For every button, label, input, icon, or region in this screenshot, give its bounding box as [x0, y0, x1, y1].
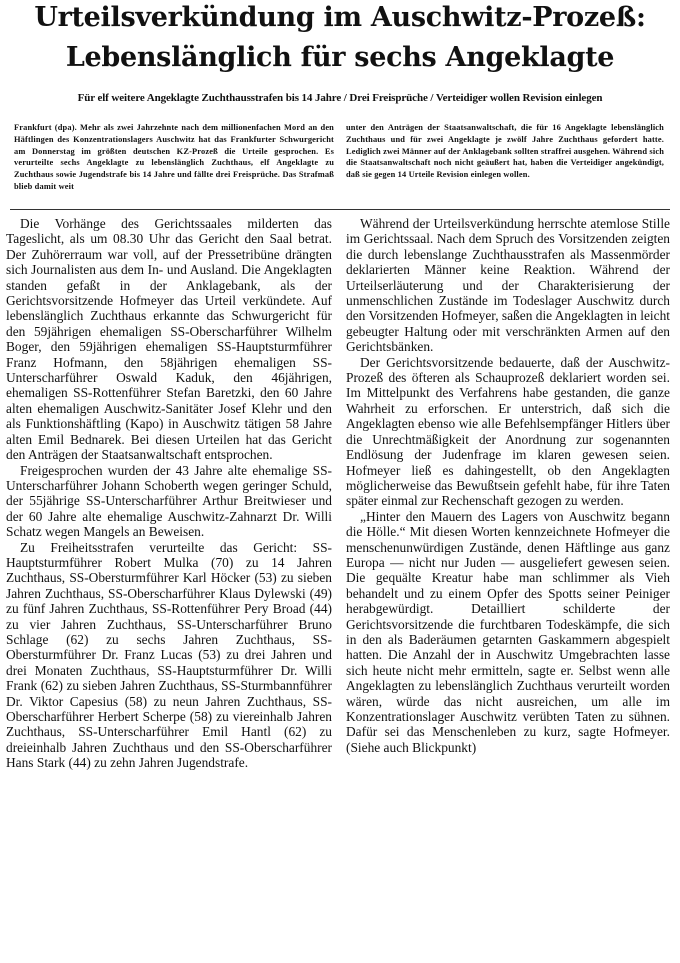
body-paragraph: Während der Urteilsverkündung herrschte atemlose Stille im Gerichtssaal. Nach dem Spruch des Vorsitzenden zeigten die durch lebenslange Zuchthausstrafen als Massenmörder deklarierten Männer keine Reaktion. Während der Urteilserläuterung und der Charakterisierung der unmenschlichen Zustände im Todeslager Auschwitz durch den Vorsitzenden Hofmeyer, saßen die Angeklagten in leicht gebeugter Haltung oder mit verschränkten Armen auf den Gerichtsbänken. — [346, 216, 670, 355]
body-paragraph: „Hinter den Mauern des Lagers von Auschwitz begann die Hölle.“ Mit diesen Worten kennzeichnete Hofmeyer die menschenunwürdigen Zustände, denen Häftlinge aus ganz Europa — nicht nur Juden — ausgeliefert gewesen seien. Die gequälte Kreatur habe man schlimmer als Vieh behandelt und zu einem Opfer des Spotts seiner Peiniger herabgewürdigt. Detailliert schilderte der Gerichtsvorsitzende die furchtbaren Todeskämpfe, die sich in den als Baderäumen getarnten Gaskammern abgespielt hatten. Die Anzahl der in Auschwitz Umgebrachten lasse sich heute nicht mehr ermitteln, sagte er. Selbst wenn alle Angeklagten zu lebenslänglich Zuchthaus verurteilt worden wären, würde das nicht ausreichen, um alle im Konzentrationslager Auschwitz verübten Taten zu sühnen. Dafür sei das Menschenleben zu kurz, sagte Hofmeyer. (Siehe auch Blickpunkt) — [346, 508, 670, 755]
lead-paragraph-right: unter den Anträgen der Staatsanwaltschaft, die für 16 Angeklagte lebenslänglich Zuchthaus und für zwei Angeklagte je zwölf Jahre Zuchthaus gefordert hatte. Lediglich zwei Männer auf der Anklagebank sollten straffrei ausgehen. Während sich die Staatsanwaltschaft noch nicht geäußert hat, haben die Verteidiger angekündigt, daß sie gegen 14 Urteile Revision einlegen wollen. — [346, 123, 664, 180]
headline-line-2: Lebenslänglich für sechs Angeklagte — [65, 42, 615, 73]
lead-paragraph-left: Frankfurt (dpa). Mehr als zwei Jahrzehnte nach dem millionenfachen Mord an den Häftlingen des Konzentrationslagers Auschwitz hat das Frankfurter Schwurgericht am Donnerstag im größten deutschen KZ-Prozeß die Urteile gesprochen. Es verurteilte sechs Angeklagte zu lebenslänglich Zuchthaus, elf Angeklagte zu Zuchthaus sowie Jugendstrafe bis 14 Jahre und fällte drei Freisprüche. Das Strafmaß blieb damit weit — [14, 123, 334, 191]
body-paragraph: Der Gerichtsvorsitzende bedauerte, daß der Auschwitz-Prozeß des öfteren als Schauprozeß deklariert worden sei. Im Mittelpunkt des Verfahrens habe gestanden, die ganze Wahrheit zu erforschen. Er unterstrich, daß sich die Angeklagten ebenso wie alle Befehlsempfänger Hitlers über die Unrechtmäßigkeit der Anordnung zur sogenannten Endlösung der Judenfrage im klaren gewesen seien. Hofmeyer ließ es dahingestellt, ob den Angeklagten möglicherweise das Bewußtsein gefehlt habe, für ihre Taten später einmal zur Rechenschaft gezogen zu werden. — [346, 354, 670, 509]
body-column-right — [346, 216, 670, 755]
lead-column-left — [14, 122, 334, 193]
divider-rule — [10, 209, 670, 210]
body-paragraph: Zu Freiheitsstrafen verurteilte das Gericht: SS-Hauptsturmführer Robert Mulka (70) zu 14 Jahren Zuchthaus, SS-Obersturmführer Karl Höcker (53) zu sieben Jahren Zuchthaus, SS-Oberscharführer Klaus Dylewski (49) zu fünf Jahren Zuchthaus, SS-Rottenführer Pery Broad (44) zu vier Jahren Zuchthaus, SS-Unterscharführer Bruno Schlage (62) zu sechs Jahren Zuchthaus, SS-Obersturmführer Dr. Franz Lucas (53) zu drei Jahren und drei Monaten Zuchthaus, SS-Hauptsturmführer Dr. Willi Frank (62) zu sieben Jahren Zuchthaus, SS-Sturmbannführer Dr. Viktor Capesius (58) zu neun Jahren Zuchthaus, SS-Oberscharführer Herbert Scherpe (58) zu viereinhalb Jahren Zuchthaus, SS-Unterscharführer Emil Hantl (62) zu dreieinhalb Jahren Zuchthaus und den SS-Oberscharführer Hans Stark (44) zu zehn Jahren Jugendstrafe. — [6, 539, 332, 771]
body-column-left — [6, 216, 332, 771]
headline-line-1: Urteilsverkündung im Auschwitz-Prozeß: — [34, 2, 646, 33]
body-paragraph: Die Vorhänge des Gerichtssaales milderten das Tageslicht, als um 08.30 Uhr das Gericht den Saal betrat. Der Zuhörerraum war voll, auf der Pressetribüne drängten sich Journalisten aus dem In- und Ausland. Die Angeklagten standen gefaßt in der Anklagebank, als der Gerichtsvorsitzende Hofmeyer das Urteil verkündete. Auf lebenslänglich Zuchthaus erkannte das Schwurgericht für den 59jährigen ehemaligen SS-Oberscharführer Wilhelm Boger, den 59jährigen ehemaligen SS-Hauptsturmführer Franz Hofmann, den 58jährigen ehemaligen SS-Unterscharführer Oswald Kaduk, den 46jährigen, ehemaligen SS-Rottenführer Stefan Baretzki, den 60 Jahre alten ehemaligen Auschwitz-Sanitäter Josef Klehr und den als Funktionshäftling (Kapo) in Auschwitz tätigen 58 Jahre alten Emil Bednarek. Bei diesen Urteilen hat das Gericht den Anträgen der Staatsanwaltschaft entsprochen. — [6, 216, 332, 463]
lead-column-right — [346, 122, 664, 181]
body-paragraph: Freigesprochen wurden der 43 Jahre alte ehemalige SS-Unterscharführer Johann Schoberth wegen geringer Schuld, der 55jährige SS-Unterscharführer Arthur Breitwieser und der 60 Jahre alte ehemalige Auschwitz-Zahnarzt Dr. Willi Schatz wegen Mangels an Beweisen. — [6, 462, 332, 540]
subheadline: Für elf weitere Angeklagte Zuchthausstrafen bis 14 Jahre / Drei Freisprüche / Verteidiger wollen Revision einlegen — [77, 92, 603, 104]
